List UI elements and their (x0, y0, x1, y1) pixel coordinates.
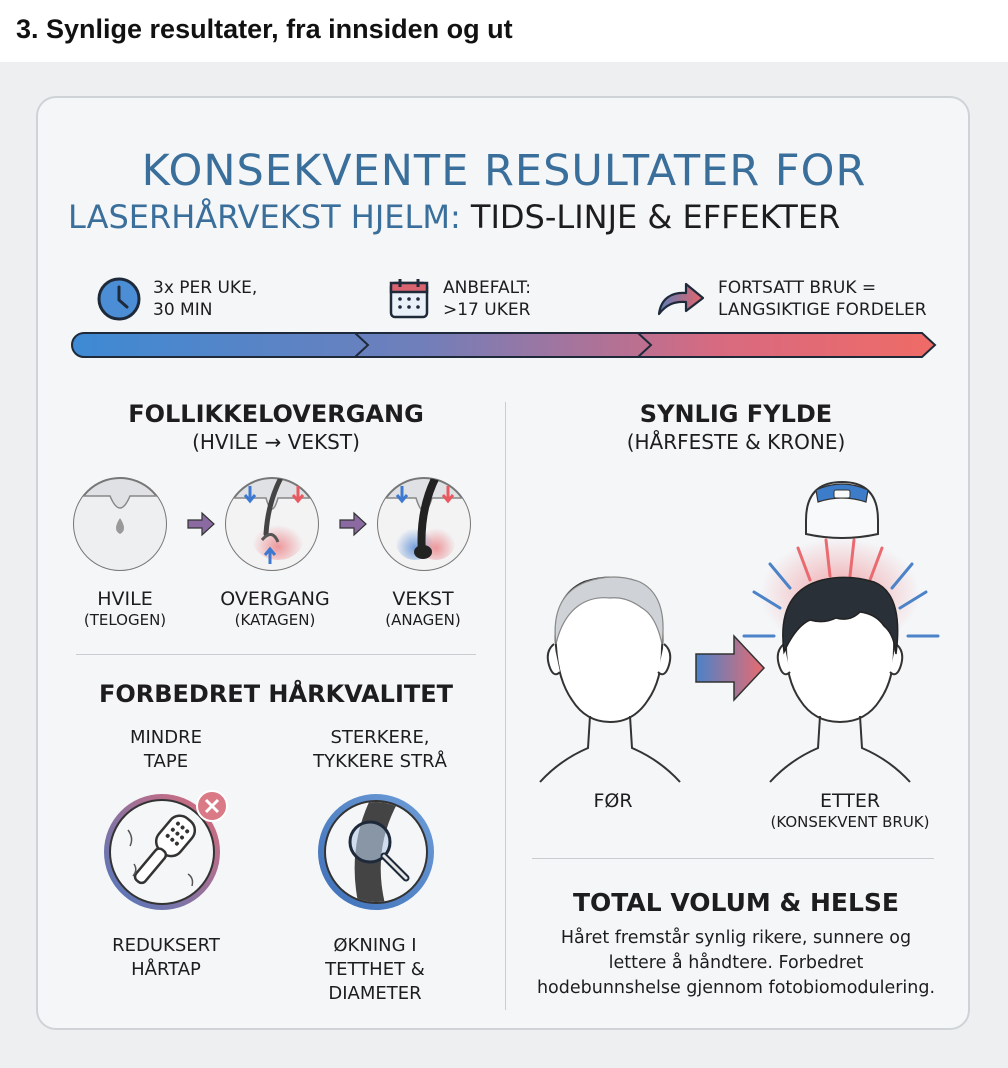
brush-reduced-loss-icon (100, 790, 230, 910)
before-after-heads-diagram (530, 476, 960, 796)
total-volume-text: Håret fremstår synlig rikere, sunnere og lettere å håndtere. Forbedret hodebunnshelse gjennom fotobiomodulering. (536, 928, 936, 998)
vertical-divider (505, 402, 506, 1010)
laser-helmet-icon (806, 482, 878, 538)
less-shedding-label: MINDRE TAPE (129, 727, 203, 772)
curved-arrow-icon (656, 280, 706, 318)
fullness-subtitle: (HÅRFESTE & KRONE) (626, 430, 846, 454)
fullness-title: SYNLIG FYLDE (639, 400, 833, 428)
stage-resting-caption: HVILE (TELOGEN) (83, 588, 167, 629)
before-after-arrow-icon (696, 636, 764, 700)
stronger-strands-label: STERKERE, TYKKERE STRÅ (313, 727, 447, 772)
page-title: 3. Synlige resultater, fra innsiden og ut (16, 14, 513, 44)
after-subcaption: (KONSEKVENT BRUK) (770, 813, 930, 831)
reduced-loss-label: REDUKSERT HÅRTAP (112, 935, 220, 980)
infographic-title-line1: KONSEKVENTE RESULTATER FOR (141, 146, 867, 196)
timeline-bar (72, 330, 938, 360)
density-increase-label: ØKNING I TETTHET & DIAMETER (325, 935, 425, 1004)
follicle-resting-icon (70, 478, 170, 580)
before-caption: FØR (593, 790, 633, 812)
hair-quality-title: FORBEDRET HÅRKVALITET (98, 680, 454, 708)
follicle-stages-diagram (70, 460, 480, 580)
follicle-subtitle: (HVILE → VEKST) (192, 430, 360, 454)
stage-growth-caption: VEKST (ANAGEN) (385, 588, 461, 629)
clock-icon (96, 276, 142, 322)
timeline-label-recommended: ANBEFALT: >17 UKER (443, 278, 531, 320)
follicle-growth-icon (372, 460, 476, 580)
magnifier-strand-icon (314, 790, 444, 910)
title-highlight: LASERHÅRVEKST HJELM: (68, 198, 461, 236)
after-caption: ETTER (KONSEKVENT BRUK) (740, 790, 960, 832)
follicle-transition-icon (220, 472, 324, 580)
timeline-label-frequency: 3x PER UKE, 30 MIN (153, 278, 258, 320)
follicle-title: FOLLIKKELOVERGANG (128, 400, 424, 428)
infographic-title-line2 (68, 198, 840, 236)
before-head-icon (540, 577, 680, 782)
right-horizontal-divider (532, 858, 934, 859)
title-rest: TIDS-LINJE & EFFEKTER (460, 198, 841, 236)
stage-transition-caption: OVERGANG (KATAGEN) (220, 588, 330, 629)
page-header (0, 0, 1008, 62)
total-volume-title: TOTAL VOLUM & HELSE (572, 888, 899, 917)
timeline-label-continued: FORTSATT BRUK = LANGSIKTIGE FORDELER (718, 278, 927, 320)
after-head-icon (744, 482, 938, 782)
left-horizontal-divider (76, 654, 476, 655)
calendar-icon (388, 276, 430, 320)
